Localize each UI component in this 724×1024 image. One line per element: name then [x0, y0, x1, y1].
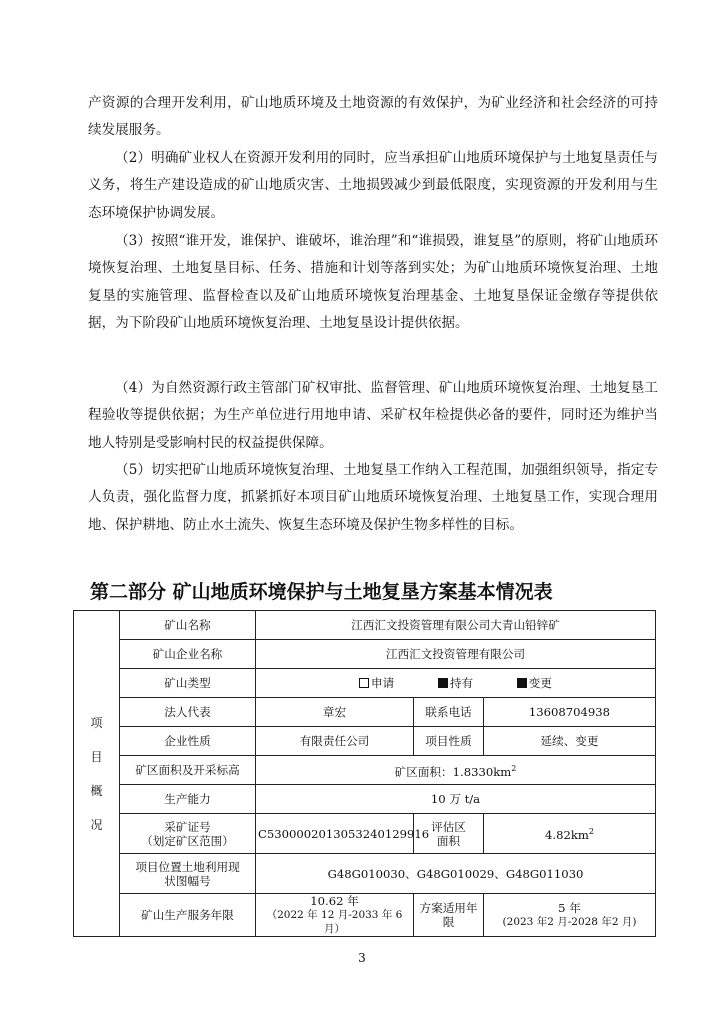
project-nature-label: 项目性质: [414, 727, 484, 756]
mine-type-options: [256, 669, 656, 698]
map-number-value: G48G010030、G48G010029、G48G011030: [256, 854, 656, 894]
option-apply: 申请: [359, 676, 394, 690]
capacity-label: 生产能力: [120, 785, 256, 814]
eval-area-label: 评估区 面积: [414, 814, 484, 854]
enterprise-nature-value: 有限责任公司: [256, 727, 414, 756]
mine-name-label: 矿山名称: [120, 611, 256, 640]
checkbox-hold-icon: [438, 678, 448, 688]
map-number-label: 项目位置土地利用现 状图幅号: [120, 854, 256, 894]
legal-rep-label: 法人代表: [120, 698, 256, 727]
service-years-label: 矿山生产服务年限: [120, 894, 256, 937]
project-nature-value: 延续、变更: [484, 727, 656, 756]
section-title: 第二部分 矿山地质环境保护与土地复垦方案基本情况表: [90, 581, 553, 603]
basic-info-table: [73, 610, 656, 937]
paragraph-3: （3）按照“谁开发，谁保护、谁破坏，谁治理”和“谁损毁，谁复垦”的原则，将矿山地质环境恢复治理、土地复垦目标、任务、措施和计划等落到实处；为矿山地质环境恢复治理、土地复垦的实施管理、监督检查以及矿山地质环境恢复治理基金、土地复垦保证金缴存等提供依据，为下阶段矿山地质环境恢复治理、土地复垦设计提供依据。: [88, 233, 658, 332]
area-label: 矿区面积及开采标高: [120, 756, 256, 785]
paragraph-5: （5）切实把矿山地质环境恢复治理、土地复垦工作纳入工程范围，加强组织领导，指定专人负责，强化监督力度，抓紧抓好本项目矿山地质环境恢复治理、土地复垦工作，实现合理用地、保护耕地、防止水土流失、恢复生态环境及保护生物多样性的目标。: [88, 462, 658, 533]
paragraph-2: （2）明确矿业权人在资源开发利用的同时，应当承担矿山地质环境保护与土地复垦责任与义务，将生产建设造成的矿山地质灾害、土地损毁减少到最低限度，实现资源的开发利用与生态环境保护协调发展。: [88, 150, 658, 221]
checkbox-apply-icon: [359, 678, 369, 688]
service-years-value: 10.62 年 （2022 年 12 月-2033 年 6 月）: [256, 894, 414, 937]
mine-name-value: 江西汇文投资管理有限公司大青山铅锌矿: [256, 611, 656, 640]
option-hold: 持有: [438, 676, 473, 690]
plan-years-value: 5 年 (2023 年2 月-2028 年2 月): [484, 894, 656, 937]
capacity-value: 10 万 t/a: [256, 785, 656, 814]
legal-rep-value: 章宏: [256, 698, 414, 727]
enterprise-nature-label: 企业性质: [120, 727, 256, 756]
option-change: 变更: [517, 676, 552, 690]
license-label: 采矿证号 （划定矿区范围）: [120, 814, 256, 854]
phone-value: 13608704938: [484, 698, 656, 727]
license-value: C5300002013053240129916: [256, 814, 414, 854]
page-number: 3: [358, 951, 366, 965]
company-value: 江西汇文投资管理有限公司: [256, 640, 656, 669]
company-label: 矿山企业名称: [120, 640, 256, 669]
checkbox-change-icon: [517, 678, 527, 688]
phone-label: 联系电话: [414, 698, 484, 727]
plan-years-label: 方案适用年限: [414, 894, 484, 937]
area-value: 矿区面积：$1.8330km^2$: [256, 756, 656, 785]
paragraph-4: （4）为自然资源行政主管部门矿权审批、监督管理、矿山地质环境恢复治理、土地复垦工程验收等提供依据；为生产单位进行用地申请、采矿权年检提供必备的要件，同时还为维护当地人特别是受影响村民的权益提供保障。: [88, 380, 658, 451]
paragraph-continuation: 产资源的合理开发利用，矿山地质环境及土地资源的有效保护，为矿业经济和社会经济的可持续发展服务。: [88, 95, 658, 139]
project-overview-label: 项 目 概 况: [74, 611, 120, 937]
eval-area-value: $4.82km^2$: [484, 814, 656, 854]
mine-type-label: 矿山类型: [120, 669, 256, 698]
